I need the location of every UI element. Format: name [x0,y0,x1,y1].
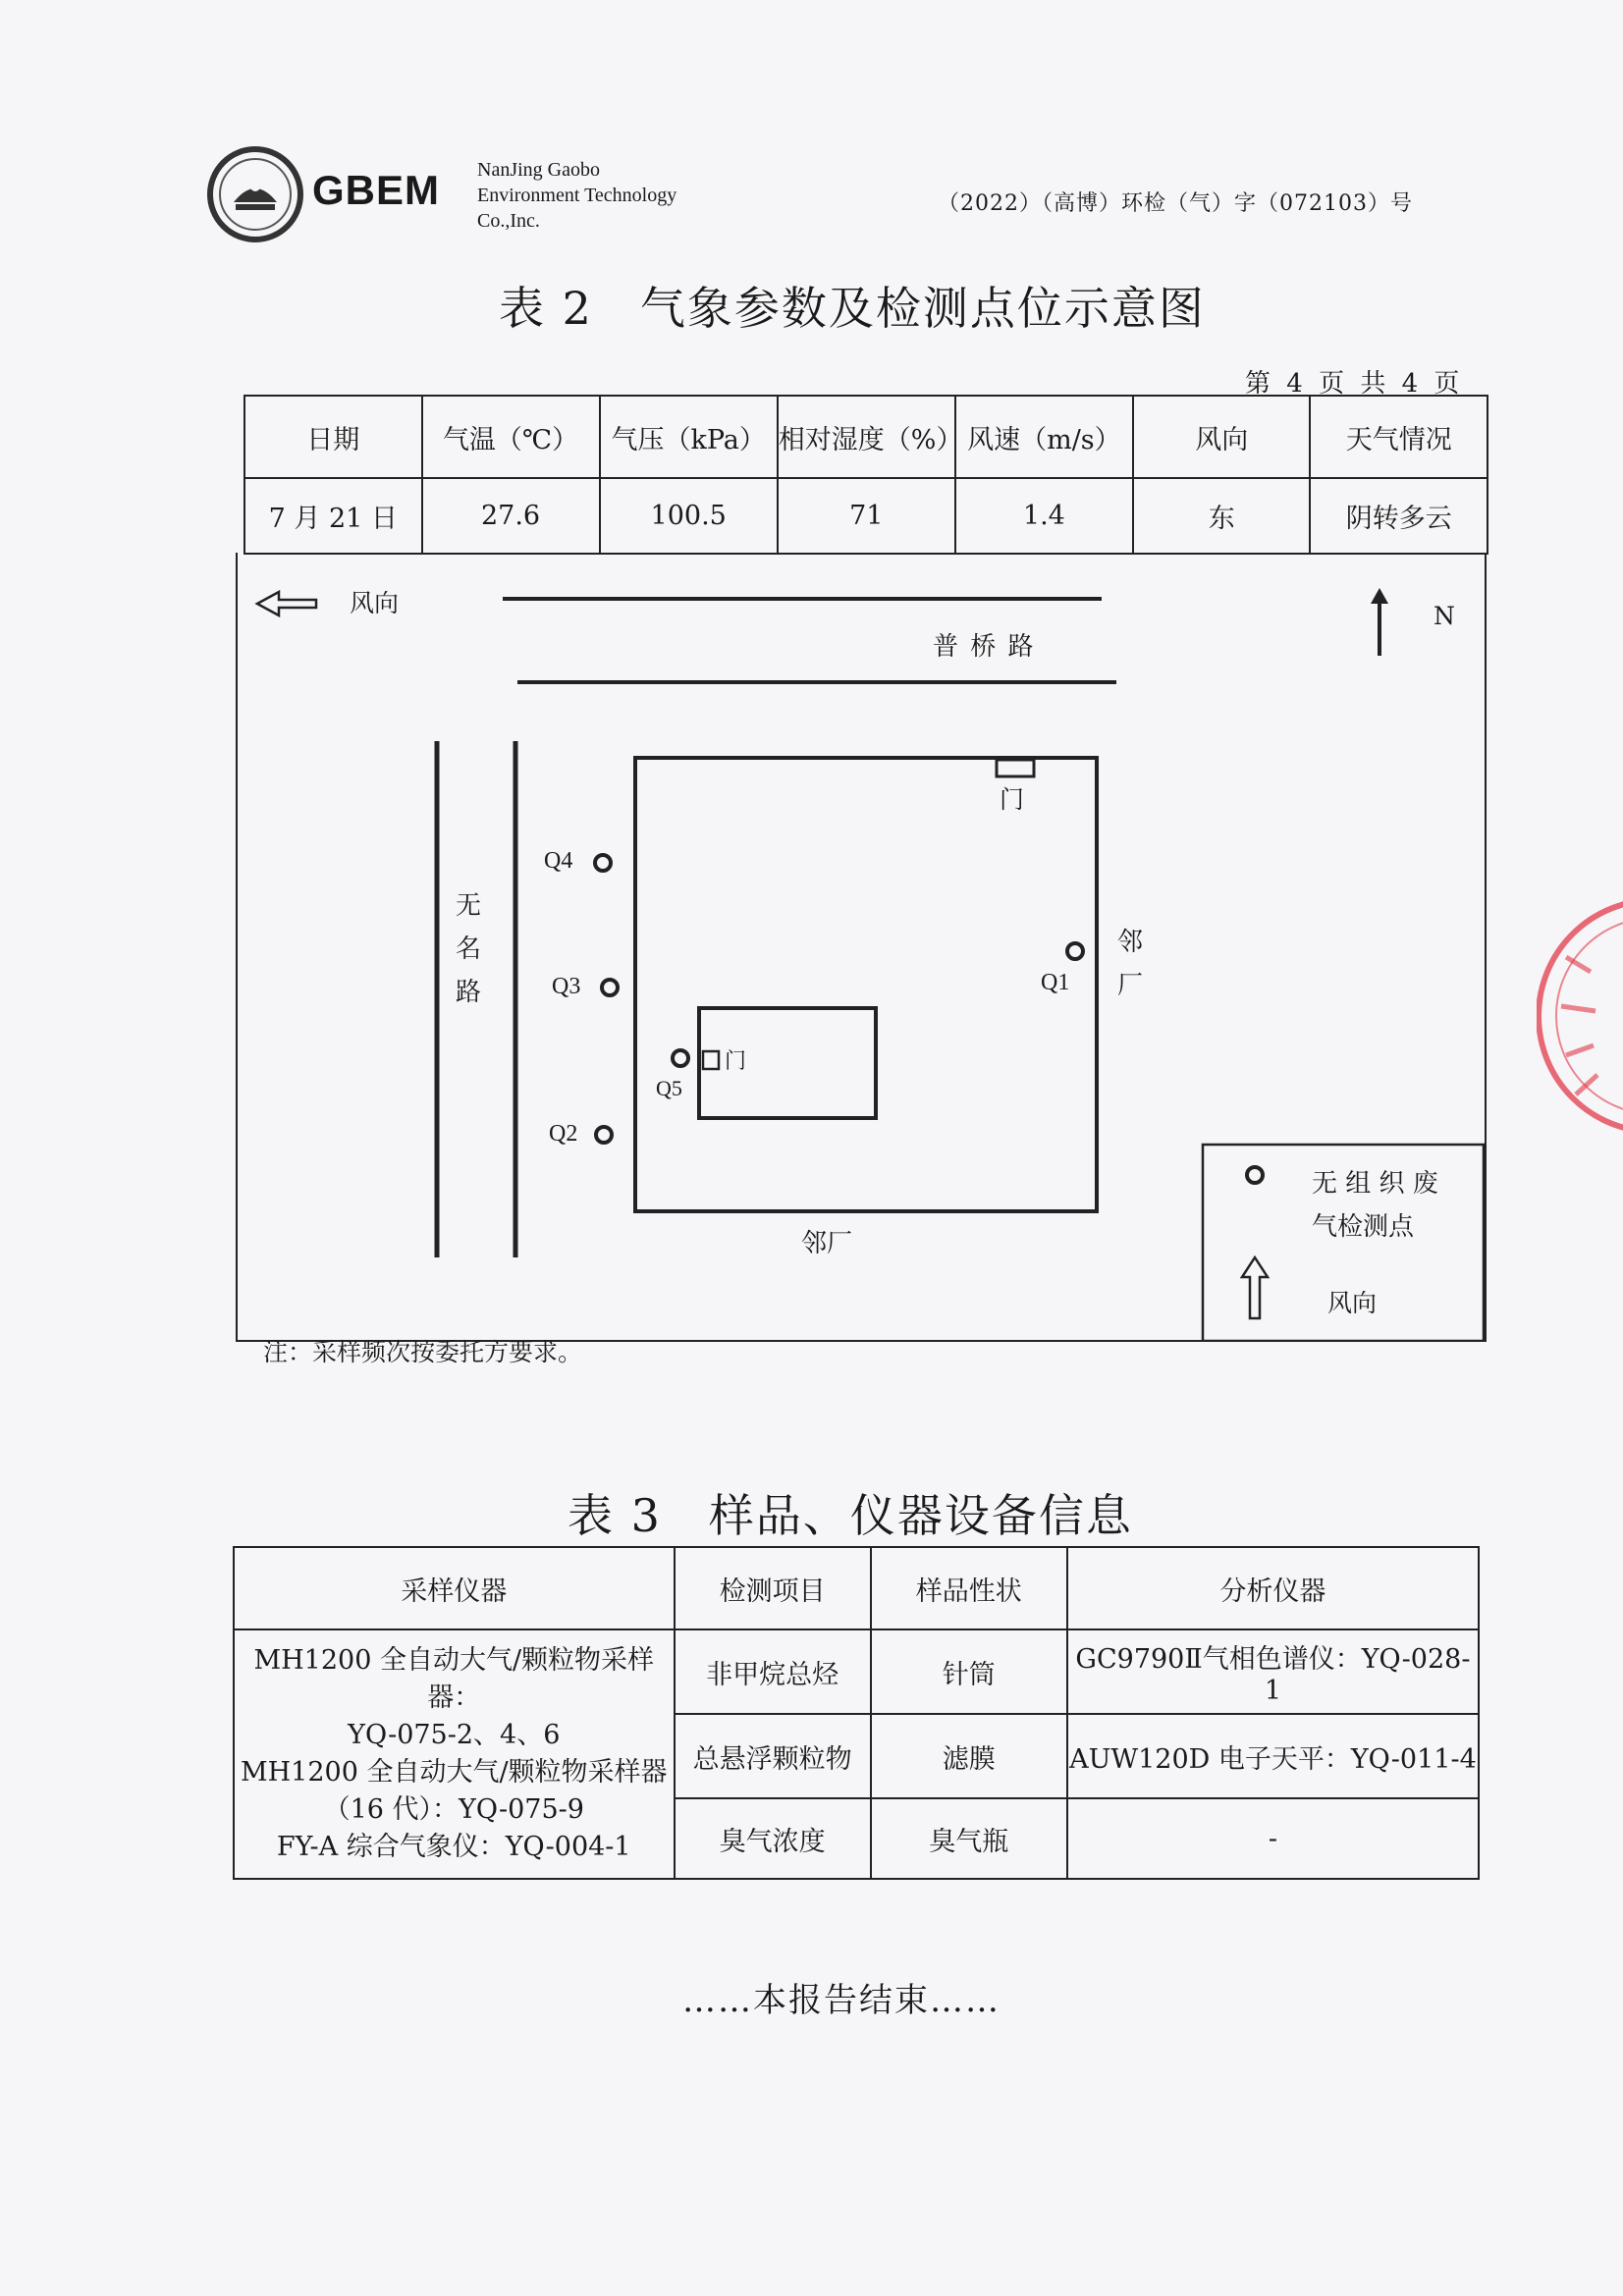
point-label-q2: Q2 [549,1121,578,1147]
neighbor-right: 邻 厂 [1117,928,1144,1000]
cell-weather: 阴转多云 [1310,478,1488,554]
weather-table [243,395,1488,555]
instrument-table [233,1546,1480,1880]
company-seal-logo [206,145,304,243]
cell-item: 臭气浓度 [675,1798,871,1879]
north-arrow-icon [1371,588,1388,656]
cell-item: 总悬浮颗粒物 [675,1714,871,1798]
road-name-top: 普 桥 路 [933,632,1036,662]
table-row [234,1629,1479,1714]
logo-text: GBEM [312,167,440,213]
legend-point-label: 无 组 织 废 气检测点 [1312,1169,1438,1242]
cell-analyzer: GC9790Ⅱ气相色谱仪：YQ-028-1 [1067,1629,1479,1714]
legend-wind-label: 风向 [1327,1289,1378,1317]
header-winddir: 风向 [1133,396,1310,478]
point-q5-icon [673,1050,688,1066]
header-date: 日期 [244,396,422,478]
page-number: 第 4 页 共 4 页 [1245,369,1464,399]
header-sampling: 采样仪器 [234,1547,675,1629]
neighbor-bottom: 邻厂 [801,1229,853,1258]
header-weather: 天气情况 [1310,396,1488,478]
cell-analyzer: - [1067,1798,1479,1879]
point-label-q3: Q3 [552,974,581,999]
legend-wind-arrow-icon [1242,1257,1268,1318]
table-row [244,478,1488,554]
cell-winddir: 东 [1133,478,1310,554]
header-temp: 气温（℃） [422,396,600,478]
point-label-q1: Q1 [1041,970,1070,995]
red-stamp-icon [1537,879,1623,1153]
table-header-row [244,396,1488,478]
report-end: ……本报告结束…… [682,1981,1001,2020]
gate-label-inner: 门 [725,1049,747,1074]
gate-icon [997,760,1034,776]
point-label-q4: Q4 [544,848,573,874]
cell-form: 针筒 [871,1629,1067,1714]
cell-windspeed: 1.4 [955,478,1133,554]
cell-date: 7 月 21 日 [244,478,422,554]
cell-temp: 27.6 [422,478,600,554]
header-item: 检测项目 [675,1547,871,1629]
wind-arrow-icon [257,592,316,615]
gate-icon [703,1051,719,1069]
cell-analyzer: AUW120D 电子天平：YQ-011-4 [1067,1714,1479,1798]
report-number: （2022）（高博）环检（气）字（072103）号 [938,191,1413,216]
point-q4-icon [595,855,611,871]
cell-pressure: 100.5 [600,478,778,554]
table3-title: 表 3 样品、仪器设备信息 [568,1489,1133,1542]
diagram-drawing [238,553,1485,1340]
wind-label: 风向 [350,589,400,617]
header-analyzer: 分析仪器 [1067,1547,1479,1629]
road-name-left: 无 名 路 [456,891,482,1007]
note: 注：采样频次按委托方要求。 [263,1338,583,1366]
gate-label-top: 门 [1000,785,1025,814]
company-name: NanJing Gaobo Environment Technology Co.,Inc. [477,159,677,232]
table2-title: 表 2 气象参数及检测点位示意图 [499,282,1206,335]
legend-point-icon [1247,1167,1263,1183]
cell-humidity: 71 [778,478,955,554]
header-windspeed: 风速（m/s） [955,396,1133,478]
point-q1-icon [1067,943,1083,959]
cell-form: 臭气瓶 [871,1798,1067,1879]
cell-item: 非甲烷总烃 [675,1629,871,1714]
cell-form: 滤膜 [871,1714,1067,1798]
table-header-row [234,1547,1479,1629]
point-q2-icon [596,1127,612,1143]
point-label-q5: Q5 [656,1076,682,1100]
factory-boundary [635,758,1097,1211]
site-diagram [236,553,1487,1342]
header-pressure: 气压（kPa） [600,396,778,478]
header-form: 样品性状 [871,1547,1067,1629]
point-q3-icon [602,980,618,995]
header-humidity: 相对湿度（%） [778,396,955,478]
sampling-instruments: MH1200 全自动大气/颗粒物采样器： YQ-075-2、4、6 MH1200 全自动大气/颗粒物采样器 （16 代）：YQ-075-9 FY-A 综合气象仪：YQ-004-1 [234,1629,675,1879]
north-label: N [1434,602,1455,630]
